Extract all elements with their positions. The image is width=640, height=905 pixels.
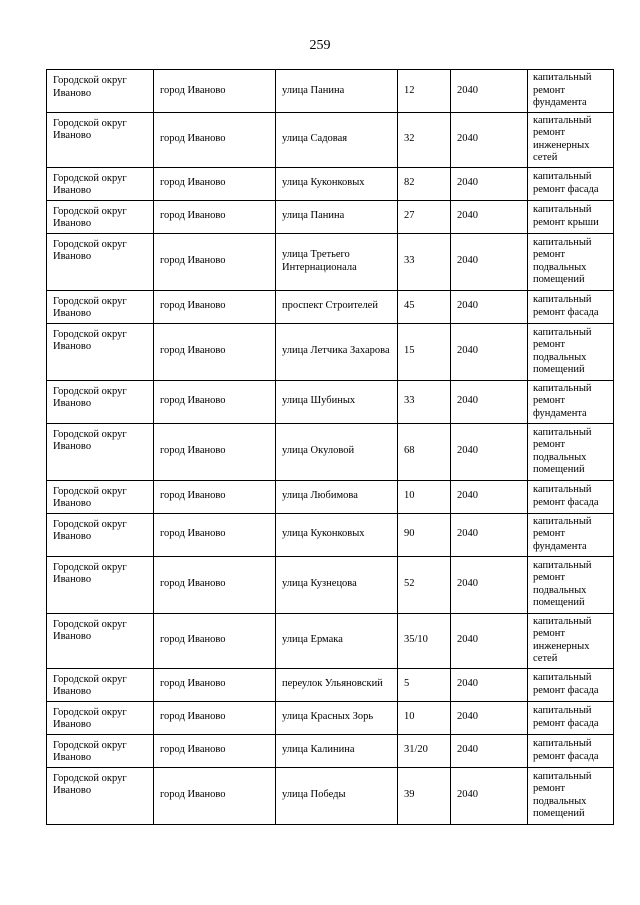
cell-work-type: капитальный ремонт инженерных сетей (528, 112, 614, 167)
cell-house-number: 45 (398, 290, 451, 323)
cell-city: город Иваново (154, 323, 276, 380)
cell-street: улица Третьего Интернационала (276, 233, 398, 290)
cell-district: Городской округ Иваново (47, 767, 154, 824)
cell-city: город Иваново (154, 290, 276, 323)
table-row (47, 480, 614, 513)
cell-street: улица Куконковых (276, 167, 398, 200)
cell-year: 2040 (451, 112, 528, 167)
cell-street: улица Ермака (276, 613, 398, 668)
cell-city: город Иваново (154, 480, 276, 513)
cell-year: 2040 (451, 767, 528, 824)
table-row (47, 323, 614, 380)
cell-work-type: капитальный ремонт фасада (528, 167, 614, 200)
cell-year: 2040 (451, 556, 528, 613)
cell-city: город Иваново (154, 233, 276, 290)
table-row (47, 734, 614, 767)
cell-district: Городской округ Иваново (47, 734, 154, 767)
cell-year: 2040 (451, 668, 528, 701)
table-row (47, 668, 614, 701)
cell-street: улица Панина (276, 200, 398, 233)
cell-street: улица Победы (276, 767, 398, 824)
cell-year: 2040 (451, 734, 528, 767)
cell-house-number: 5 (398, 668, 451, 701)
cell-district: Городской округ Иваново (47, 112, 154, 167)
cell-district: Городской округ Иваново (47, 613, 154, 668)
cell-work-type: капитальный ремонт фасада (528, 290, 614, 323)
cell-district: Городской округ Иваново (47, 70, 154, 113)
cell-year: 2040 (451, 200, 528, 233)
table-row (47, 200, 614, 233)
cell-work-type: капитальный ремонт подвальных помещений (528, 233, 614, 290)
cell-house-number: 10 (398, 701, 451, 734)
cell-year: 2040 (451, 480, 528, 513)
cell-work-type: капитальный ремонт инженерных сетей (528, 613, 614, 668)
cell-house-number: 90 (398, 513, 451, 556)
cell-work-type: капитальный ремонт фасада (528, 701, 614, 734)
cell-district: Городской округ Иваново (47, 323, 154, 380)
page-number: 259 (309, 38, 331, 53)
cell-district: Городской округ Иваново (47, 556, 154, 613)
cell-district: Городской округ Иваново (47, 480, 154, 513)
cell-work-type: капитальный ремонт фасада (528, 668, 614, 701)
cell-house-number: 31/20 (398, 734, 451, 767)
cell-house-number: 33 (398, 233, 451, 290)
cell-street: улица Летчика Захарова (276, 323, 398, 380)
cell-house-number: 10 (398, 480, 451, 513)
cell-year: 2040 (451, 380, 528, 423)
cell-district: Городской округ Иваново (47, 200, 154, 233)
cell-district: Городской округ Иваново (47, 423, 154, 480)
cell-street: улица Садовая (276, 112, 398, 167)
table-row (47, 112, 614, 167)
cell-year: 2040 (451, 423, 528, 480)
cell-street: улица Любимова (276, 480, 398, 513)
table-row (47, 701, 614, 734)
table-row (47, 767, 614, 824)
cell-street: улица Куконковых (276, 513, 398, 556)
cell-street: улица Окуловой (276, 423, 398, 480)
cell-year: 2040 (451, 613, 528, 668)
table-row (47, 556, 614, 613)
cell-district: Городской округ Иваново (47, 167, 154, 200)
cell-year: 2040 (451, 167, 528, 200)
cell-city: город Иваново (154, 423, 276, 480)
cell-city: город Иваново (154, 668, 276, 701)
cell-city: город Иваново (154, 112, 276, 167)
cell-street: улица Шубиных (276, 380, 398, 423)
cell-year: 2040 (451, 70, 528, 113)
table-row (47, 513, 614, 556)
table-row (47, 423, 614, 480)
cell-street: улица Панина (276, 70, 398, 113)
cell-work-type: капитальный ремонт подвальных помещений (528, 323, 614, 380)
cell-work-type: капитальный ремонт фундамента (528, 380, 614, 423)
cell-city: город Иваново (154, 167, 276, 200)
cell-district: Городской округ Иваново (47, 290, 154, 323)
cell-street: улица Красных Зорь (276, 701, 398, 734)
cell-house-number: 27 (398, 200, 451, 233)
cell-house-number: 52 (398, 556, 451, 613)
cell-work-type: капитальный ремонт крыши (528, 200, 614, 233)
cell-work-type: капитальный ремонт фасада (528, 480, 614, 513)
table-row (47, 613, 614, 668)
cell-year: 2040 (451, 701, 528, 734)
cell-city: город Иваново (154, 701, 276, 734)
cell-street: переулок Ульяновский (276, 668, 398, 701)
cell-work-type: капитальный ремонт подвальных помещений (528, 767, 614, 824)
table-row (47, 380, 614, 423)
table-row (47, 167, 614, 200)
cell-house-number: 68 (398, 423, 451, 480)
cell-year: 2040 (451, 323, 528, 380)
cell-year: 2040 (451, 290, 528, 323)
table-row (47, 70, 614, 113)
cell-district: Городской округ Иваново (47, 233, 154, 290)
cell-city: город Иваново (154, 767, 276, 824)
cell-city: город Иваново (154, 556, 276, 613)
cell-work-type: капитальный ремонт подвальных помещений (528, 423, 614, 480)
cell-city: город Иваново (154, 613, 276, 668)
cell-house-number: 15 (398, 323, 451, 380)
cell-street: проспект Строителей (276, 290, 398, 323)
cell-district: Городской округ Иваново (47, 668, 154, 701)
cell-district: Городской округ Иваново (47, 513, 154, 556)
cell-house-number: 12 (398, 70, 451, 113)
cell-work-type: капитальный ремонт фундамента (528, 70, 614, 113)
repair-schedule-table (46, 69, 614, 825)
cell-city: город Иваново (154, 734, 276, 767)
cell-work-type: капитальный ремонт фундамента (528, 513, 614, 556)
table-row (47, 290, 614, 323)
cell-house-number: 35/10 (398, 613, 451, 668)
table-row (47, 233, 614, 290)
cell-house-number: 82 (398, 167, 451, 200)
cell-district: Городской округ Иваново (47, 701, 154, 734)
cell-district: Городской округ Иваново (47, 380, 154, 423)
cell-house-number: 39 (398, 767, 451, 824)
cell-year: 2040 (451, 513, 528, 556)
cell-house-number: 33 (398, 380, 451, 423)
cell-city: город Иваново (154, 380, 276, 423)
cell-work-type: капитальный ремонт фасада (528, 734, 614, 767)
cell-city: город Иваново (154, 70, 276, 113)
cell-year: 2040 (451, 233, 528, 290)
cell-city: город Иваново (154, 513, 276, 556)
cell-work-type: капитальный ремонт подвальных помещений (528, 556, 614, 613)
cell-city: город Иваново (154, 200, 276, 233)
cell-street: улица Калинина (276, 734, 398, 767)
cell-street: улица Кузнецова (276, 556, 398, 613)
cell-house-number: 32 (398, 112, 451, 167)
